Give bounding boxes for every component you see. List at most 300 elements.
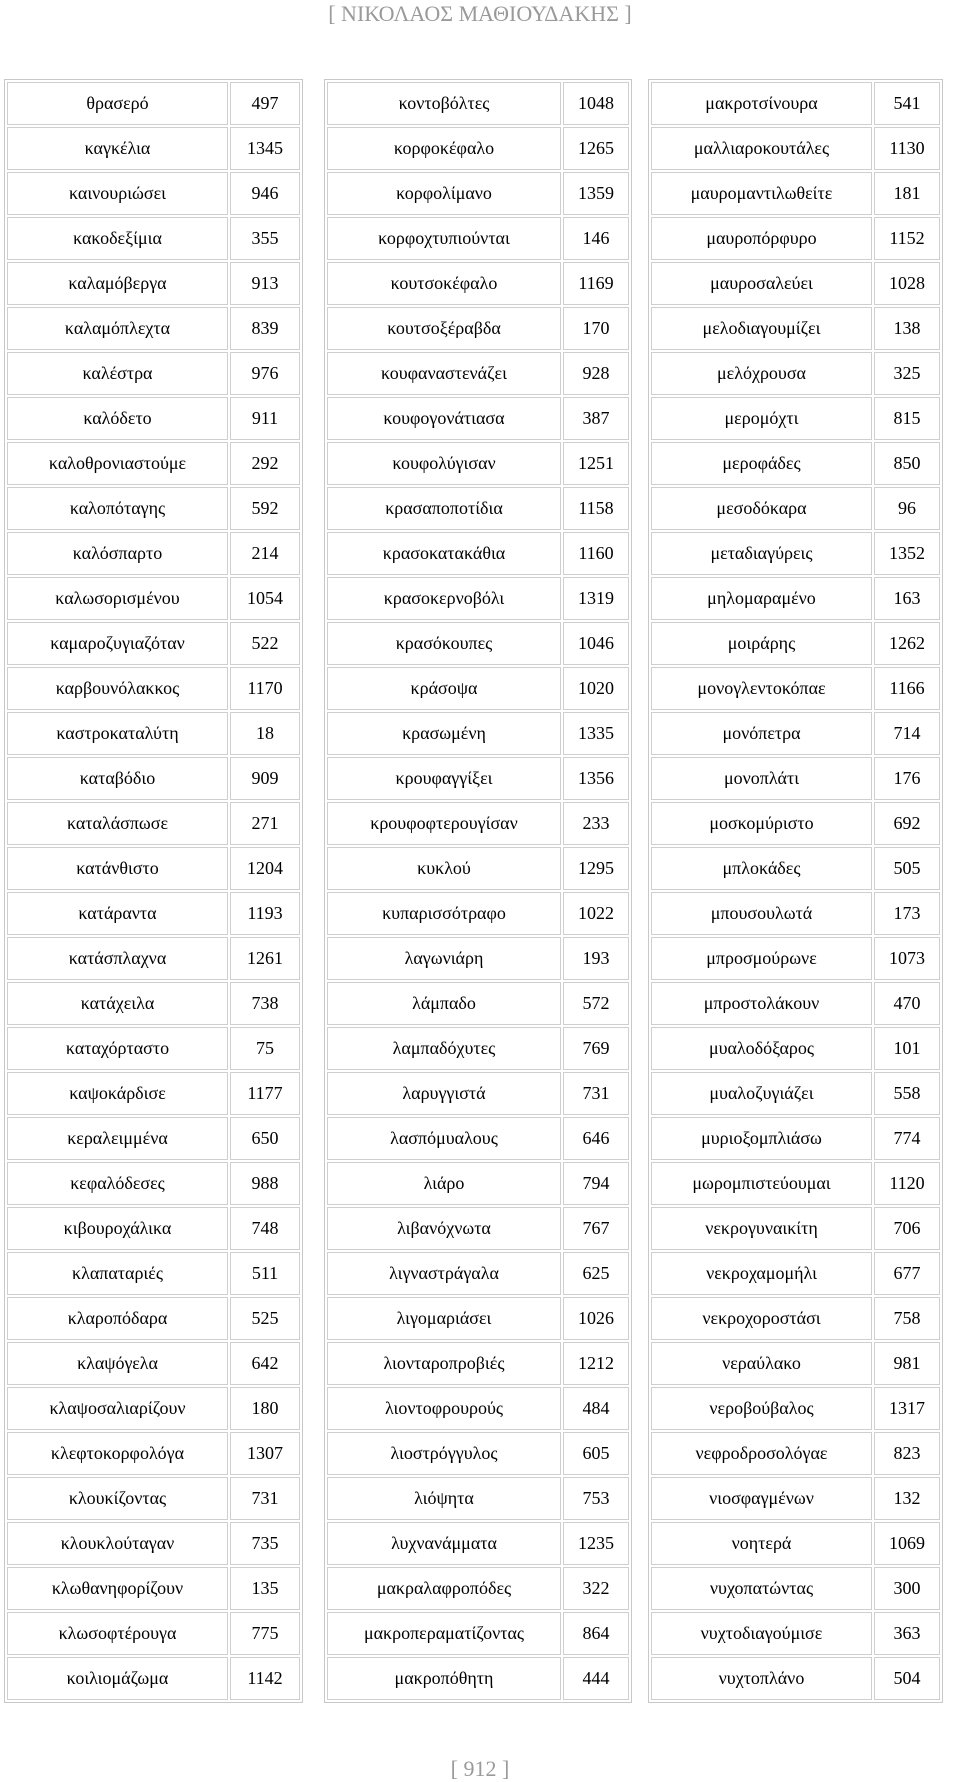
table-row — [327, 847, 629, 890]
number-cell: 505 — [874, 847, 940, 890]
number-cell: 1177 — [230, 1072, 300, 1115]
number-cell: 976 — [230, 352, 300, 395]
word-cell: μελόχρουσα — [651, 352, 872, 395]
table-row — [7, 82, 300, 125]
table-row — [327, 1432, 629, 1475]
number-cell: 988 — [230, 1162, 300, 1205]
number-cell: 650 — [230, 1117, 300, 1160]
number-cell: 355 — [230, 217, 300, 260]
number-cell: 173 — [874, 892, 940, 935]
word-cell: κρουφαγγίξει — [327, 757, 561, 800]
table-row — [327, 892, 629, 935]
table-row — [651, 1432, 940, 1475]
table-row — [7, 1342, 300, 1385]
table-row — [327, 1207, 629, 1250]
number-cell: 504 — [874, 1657, 940, 1700]
word-cell: καταχόρταστο — [7, 1027, 228, 1070]
table-row — [327, 1612, 629, 1655]
word-cell: μακραλαφροπόδες — [327, 1567, 561, 1610]
number-cell: 522 — [230, 622, 300, 665]
word-cell: κρουφοφτερουγίσαν — [327, 802, 561, 845]
word-cell: λιόψητα — [327, 1477, 561, 1520]
number-cell: 18 — [230, 712, 300, 755]
number-cell: 163 — [874, 577, 940, 620]
table-row — [651, 262, 940, 305]
table-row — [327, 757, 629, 800]
number-cell: 1335 — [563, 712, 629, 755]
number-cell: 1359 — [563, 172, 629, 215]
word-cell: μονογλεντοκόπαε — [651, 667, 872, 710]
number-cell: 1204 — [230, 847, 300, 890]
number-cell: 911 — [230, 397, 300, 440]
number-cell: 981 — [874, 1342, 940, 1385]
word-cell: κρασοκατακάθια — [327, 532, 561, 575]
number-cell: 96 — [874, 487, 940, 530]
number-cell: 75 — [230, 1027, 300, 1070]
table-row — [7, 442, 300, 485]
number-cell: 1069 — [874, 1522, 940, 1565]
number-cell: 1307 — [230, 1432, 300, 1475]
number-cell: 1152 — [874, 217, 940, 260]
table-row — [7, 1252, 300, 1295]
number-cell: 363 — [874, 1612, 940, 1655]
table-row — [7, 262, 300, 305]
word-cell: κιβουροχάλικα — [7, 1207, 228, 1250]
table-row — [651, 217, 940, 260]
word-cell: μερομόχτι — [651, 397, 872, 440]
number-cell: 1352 — [874, 532, 940, 575]
table-row — [7, 1612, 300, 1655]
word-cell: καλοθρονιαστούμε — [7, 442, 228, 485]
word-cell: μακροπεραματίζοντας — [327, 1612, 561, 1655]
word-cell: κουτσοκέφαλο — [327, 262, 561, 305]
number-cell: 1158 — [563, 487, 629, 530]
word-cell: κρασόκουπες — [327, 622, 561, 665]
word-cell: καλέστρα — [7, 352, 228, 395]
table-row — [327, 487, 629, 530]
table-row — [7, 1027, 300, 1070]
table-row — [7, 1657, 300, 1700]
table-row — [7, 937, 300, 980]
word-cell: λιβανόχνωτα — [327, 1207, 561, 1250]
word-cell: μαυροσαλεύει — [651, 262, 872, 305]
number-cell: 794 — [563, 1162, 629, 1205]
table-row — [651, 1477, 940, 1520]
word-cell: καλαμόπλεχτα — [7, 307, 228, 350]
table-row — [651, 892, 940, 935]
word-cell: μπλοκάδες — [651, 847, 872, 890]
table-row — [651, 1162, 940, 1205]
word-cell: νυχτοπλάνο — [651, 1657, 872, 1700]
word-cell: νεροβούβαλος — [651, 1387, 872, 1430]
table-row — [7, 1207, 300, 1250]
word-cell: νεκροχοροστάσι — [651, 1297, 872, 1340]
word-cell: λαμπαδόχυτες — [327, 1027, 561, 1070]
number-cell: 775 — [230, 1612, 300, 1655]
number-cell: 1170 — [230, 667, 300, 710]
table-row — [651, 1117, 940, 1160]
word-cell: νεκρογυναικίτη — [651, 1207, 872, 1250]
table-row — [327, 1567, 629, 1610]
word-cell: μαλλιαροκουτάλες — [651, 127, 872, 170]
table-row — [7, 757, 300, 800]
word-cell: λιονταροπροβιές — [327, 1342, 561, 1385]
number-cell: 1130 — [874, 127, 940, 170]
number-cell: 1262 — [874, 622, 940, 665]
word-cell: μυαλοδόξαρος — [651, 1027, 872, 1070]
table-row — [7, 667, 300, 710]
table-row — [327, 442, 629, 485]
number-cell: 233 — [563, 802, 629, 845]
number-cell: 1160 — [563, 532, 629, 575]
word-table-column-2 — [324, 79, 632, 1703]
number-cell: 605 — [563, 1432, 629, 1475]
word-cell: κλωθανηφορίζουν — [7, 1567, 228, 1610]
number-cell: 753 — [563, 1477, 629, 1520]
table-row — [7, 1297, 300, 1340]
word-cell: κουφαναστενάζει — [327, 352, 561, 395]
number-cell: 176 — [874, 757, 940, 800]
table-row — [7, 1162, 300, 1205]
number-cell: 864 — [563, 1612, 629, 1655]
word-cell: κλαψόγελα — [7, 1342, 228, 1385]
table-row — [7, 127, 300, 170]
number-cell: 928 — [563, 352, 629, 395]
table-row — [651, 577, 940, 620]
word-cell: καλόδετο — [7, 397, 228, 440]
number-cell: 646 — [563, 1117, 629, 1160]
number-cell: 1169 — [563, 262, 629, 305]
word-cell: μηλομαραμένο — [651, 577, 872, 620]
word-cell: θρασερό — [7, 82, 228, 125]
page-header: [ ΝΙΚΟΛΑΟΣ ΜΑΘΙΟΥΔΑΚΗΣ ] — [328, 1, 632, 26]
number-cell: 138 — [874, 307, 940, 350]
word-cell: καλοπόταγης — [7, 487, 228, 530]
table-row — [651, 1252, 940, 1295]
word-cell: κυπαρισσότραφο — [327, 892, 561, 935]
table-row — [651, 712, 940, 755]
number-cell: 1235 — [563, 1522, 629, 1565]
word-cell: μεσοδόκαρα — [651, 487, 872, 530]
table-row — [7, 172, 300, 215]
table-row — [651, 1072, 940, 1115]
word-cell: μπροσμούρωνε — [651, 937, 872, 980]
word-cell: νεκροχαμομήλι — [651, 1252, 872, 1295]
number-cell: 135 — [230, 1567, 300, 1610]
word-cell: καγκέλια — [7, 127, 228, 170]
table-row — [651, 1522, 940, 1565]
word-cell: μονοπλάτι — [651, 757, 872, 800]
table-row — [327, 1252, 629, 1295]
word-cell: κακοδεξίμια — [7, 217, 228, 260]
table-row — [327, 1477, 629, 1520]
word-cell: κρασοκερνοβόλι — [327, 577, 561, 620]
word-cell: λαγωνιάρη — [327, 937, 561, 980]
number-cell: 1265 — [563, 127, 629, 170]
table-row — [651, 802, 940, 845]
number-cell: 642 — [230, 1342, 300, 1385]
word-cell: μεταδιαγύρεις — [651, 532, 872, 575]
number-cell: 181 — [874, 172, 940, 215]
table-row — [7, 352, 300, 395]
table-row — [327, 307, 629, 350]
word-cell: κλουκλούταγαν — [7, 1522, 228, 1565]
number-cell: 850 — [874, 442, 940, 485]
table-row — [327, 262, 629, 305]
word-cell: καστροκαταλύτη — [7, 712, 228, 755]
word-cell: κρασαποποτίδια — [327, 487, 561, 530]
table-row — [651, 307, 940, 350]
number-cell: 758 — [874, 1297, 940, 1340]
word-cell: κουτσοξέραβδα — [327, 307, 561, 350]
number-cell: 592 — [230, 487, 300, 530]
table-row — [327, 352, 629, 395]
word-cell: νιοσφαγμένων — [651, 1477, 872, 1520]
table-row — [327, 802, 629, 845]
table-row — [327, 937, 629, 980]
table-row — [651, 667, 940, 710]
word-cell: κατάχειλα — [7, 982, 228, 1025]
table-row — [651, 1342, 940, 1385]
table-row — [7, 1477, 300, 1520]
word-cell: κυκλού — [327, 847, 561, 890]
word-cell: κρασωμένη — [327, 712, 561, 755]
number-cell: 1120 — [874, 1162, 940, 1205]
number-cell: 132 — [874, 1477, 940, 1520]
word-cell: κατάνθιστο — [7, 847, 228, 890]
table-row — [7, 1567, 300, 1610]
number-cell: 387 — [563, 397, 629, 440]
table-row — [651, 622, 940, 665]
table-row — [327, 667, 629, 710]
table-row — [651, 352, 940, 395]
word-cell: λιγναστράγαλα — [327, 1252, 561, 1295]
word-cell: καψοκάρδισε — [7, 1072, 228, 1115]
word-cell: λιγομαριάσει — [327, 1297, 561, 1340]
page-number: [ 912 ] — [450, 1756, 510, 1781]
table-row — [327, 1387, 629, 1430]
word-cell: κλωσοφτέρουγα — [7, 1612, 228, 1655]
word-cell: λιάρο — [327, 1162, 561, 1205]
word-cell: μπουσουλωτά — [651, 892, 872, 935]
word-cell: μαυροπόρφυρο — [651, 217, 872, 260]
number-cell: 913 — [230, 262, 300, 305]
word-cell: κορφοχτυπιούνται — [327, 217, 561, 260]
number-cell: 748 — [230, 1207, 300, 1250]
table-row — [7, 982, 300, 1025]
number-cell: 774 — [874, 1117, 940, 1160]
number-cell: 1319 — [563, 577, 629, 620]
word-table-column-3 — [648, 79, 943, 1703]
number-cell: 1193 — [230, 892, 300, 935]
table-row — [7, 217, 300, 260]
number-cell: 692 — [874, 802, 940, 845]
word-cell: κλεφτοκορφολόγα — [7, 1432, 228, 1475]
table-row — [327, 1342, 629, 1385]
number-cell: 525 — [230, 1297, 300, 1340]
table-row — [651, 1612, 940, 1655]
word-cell: κλαροπόδαρα — [7, 1297, 228, 1340]
table-row — [327, 1027, 629, 1070]
word-cell: νεφροδροσολόγαε — [651, 1432, 872, 1475]
word-cell: λάμπαδο — [327, 982, 561, 1025]
table-row — [327, 1657, 629, 1700]
word-cell: μελοδιαγουμίζει — [651, 307, 872, 350]
number-cell: 839 — [230, 307, 300, 350]
word-cell: κλαψοσαλιαρίζουν — [7, 1387, 228, 1430]
table-row — [327, 622, 629, 665]
table-row — [327, 982, 629, 1025]
number-cell: 1251 — [563, 442, 629, 485]
word-cell: καταβόδιο — [7, 757, 228, 800]
number-cell: 815 — [874, 397, 940, 440]
table-row — [327, 1297, 629, 1340]
number-cell: 193 — [563, 937, 629, 980]
table-row — [7, 1117, 300, 1160]
number-cell: 625 — [563, 1252, 629, 1295]
table-row — [327, 532, 629, 575]
word-cell: νυχοπατώντας — [651, 1567, 872, 1610]
number-cell: 1142 — [230, 1657, 300, 1700]
number-cell: 731 — [230, 1477, 300, 1520]
word-cell: μαυρομαντιλωθείτε — [651, 172, 872, 215]
word-cell: κεραλειμμένα — [7, 1117, 228, 1160]
table-row — [651, 82, 940, 125]
number-cell: 101 — [874, 1027, 940, 1070]
word-cell: μακροπόθητη — [327, 1657, 561, 1700]
table-row — [327, 1117, 629, 1160]
word-cell: λιοστρόγγυλος — [327, 1432, 561, 1475]
number-cell: 1317 — [874, 1387, 940, 1430]
table-row — [327, 1522, 629, 1565]
number-cell: 541 — [874, 82, 940, 125]
table-row — [651, 757, 940, 800]
number-cell: 325 — [874, 352, 940, 395]
number-cell: 1026 — [563, 1297, 629, 1340]
number-cell: 1048 — [563, 82, 629, 125]
table-row — [7, 1432, 300, 1475]
number-cell: 146 — [563, 217, 629, 260]
number-cell: 1345 — [230, 127, 300, 170]
word-cell: νεραύλακο — [651, 1342, 872, 1385]
table-row — [7, 577, 300, 620]
number-cell: 677 — [874, 1252, 940, 1295]
word-cell: κλαπαταριές — [7, 1252, 228, 1295]
table-row — [327, 172, 629, 215]
number-cell: 180 — [230, 1387, 300, 1430]
word-cell: καμαροζυγιαζόταν — [7, 622, 228, 665]
word-cell: καλωσορισμένου — [7, 577, 228, 620]
word-cell: κοιλιομάζωμα — [7, 1657, 228, 1700]
table-row — [327, 577, 629, 620]
table-row — [7, 712, 300, 755]
table-row — [651, 937, 940, 980]
table-row — [7, 397, 300, 440]
word-cell: κεφαλόδεσες — [7, 1162, 228, 1205]
table-row — [327, 1072, 629, 1115]
number-cell: 946 — [230, 172, 300, 215]
word-cell: μπροστολάκουν — [651, 982, 872, 1025]
word-cell: καρβουνόλακκος — [7, 667, 228, 710]
number-cell: 484 — [563, 1387, 629, 1430]
table-row — [327, 712, 629, 755]
word-cell: κοντοβόλτες — [327, 82, 561, 125]
word-cell: μονόπετρα — [651, 712, 872, 755]
word-cell: κατάσπλαχνα — [7, 937, 228, 980]
table-row — [7, 1522, 300, 1565]
number-cell: 444 — [563, 1657, 629, 1700]
word-cell: νυχτοδιαγούμισε — [651, 1612, 872, 1655]
number-cell: 322 — [563, 1567, 629, 1610]
word-cell: μεροφάδες — [651, 442, 872, 485]
table-row — [327, 217, 629, 260]
number-cell: 1356 — [563, 757, 629, 800]
number-cell: 572 — [563, 982, 629, 1025]
number-cell: 1295 — [563, 847, 629, 890]
table-row — [7, 487, 300, 530]
table-row — [7, 847, 300, 890]
word-cell: καινουριώσει — [7, 172, 228, 215]
number-cell: 1054 — [230, 577, 300, 620]
number-cell: 497 — [230, 82, 300, 125]
number-cell: 1028 — [874, 262, 940, 305]
number-cell: 767 — [563, 1207, 629, 1250]
table-row — [7, 1072, 300, 1115]
number-cell: 470 — [874, 982, 940, 1025]
table-row — [651, 127, 940, 170]
word-cell: κορφολίμανο — [327, 172, 561, 215]
table-row — [7, 532, 300, 575]
word-cell: κορφοκέφαλο — [327, 127, 561, 170]
table-row — [651, 172, 940, 215]
table-row — [7, 892, 300, 935]
word-cell: μοιράρης — [651, 622, 872, 665]
table-row — [651, 532, 940, 575]
word-cell: λυχνανάμματα — [327, 1522, 561, 1565]
table-row — [327, 82, 629, 125]
number-cell: 271 — [230, 802, 300, 845]
number-cell: 1261 — [230, 937, 300, 980]
word-cell: κουφογονάτιασα — [327, 397, 561, 440]
word-cell: μακροτσίνουρα — [651, 82, 872, 125]
word-cell: μυαλοζυγιάζει — [651, 1072, 872, 1115]
number-cell: 300 — [874, 1567, 940, 1610]
number-cell: 1020 — [563, 667, 629, 710]
number-cell: 214 — [230, 532, 300, 575]
number-cell: 909 — [230, 757, 300, 800]
word-cell: λαρυγγιστά — [327, 1072, 561, 1115]
number-cell: 731 — [563, 1072, 629, 1115]
word-table-column-1 — [4, 79, 303, 1703]
number-cell: 738 — [230, 982, 300, 1025]
number-cell: 1212 — [563, 1342, 629, 1385]
table-row — [327, 127, 629, 170]
table-row — [651, 1027, 940, 1070]
table-row — [651, 1387, 940, 1430]
table-row — [651, 1297, 940, 1340]
word-cell: καλαμόβεργα — [7, 262, 228, 305]
word-cell: κουφολύγισαν — [327, 442, 561, 485]
number-cell: 1166 — [874, 667, 940, 710]
table-row — [651, 847, 940, 890]
table-row — [7, 622, 300, 665]
number-cell: 714 — [874, 712, 940, 755]
table-row — [651, 487, 940, 530]
word-cell: μοσκομύριστο — [651, 802, 872, 845]
number-cell: 1046 — [563, 622, 629, 665]
number-cell: 1022 — [563, 892, 629, 935]
table-row — [7, 307, 300, 350]
